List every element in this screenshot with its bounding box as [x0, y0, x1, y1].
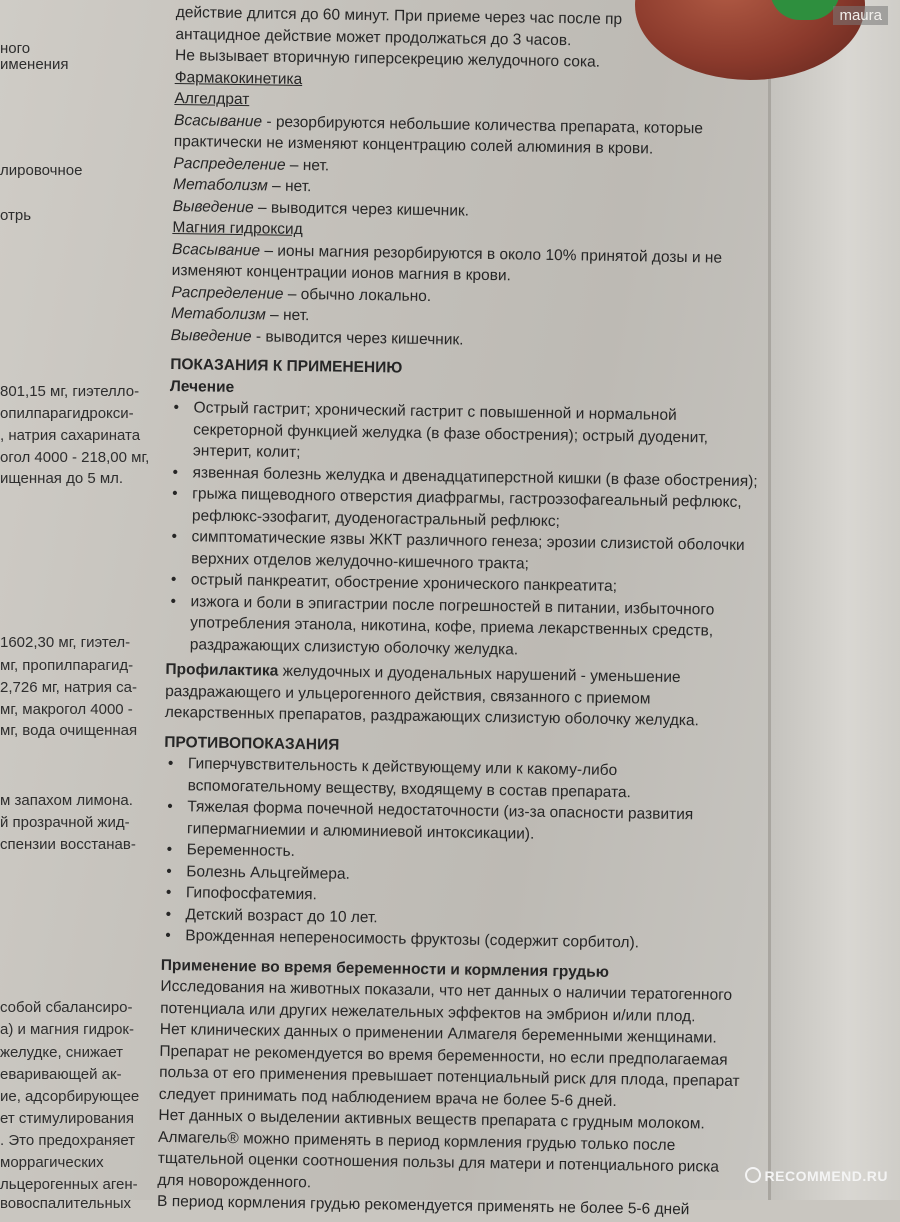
indication-item: • язвенная болезнь желудка и двенадцатиперстной кишки (в фазе обострения); [168, 461, 758, 492]
excretion-label: Выведение [172, 197, 254, 216]
contraindication-item: • Гипофосфатемия. [162, 882, 752, 913]
indication-item: • изжога и боли в эпигастрии после погрешностей в питании, избыточного употребления этанола, никотина, кофе, приема лекарственных средств, раздражающих слизистую оболочку желудка. [166, 590, 757, 664]
pharmacokinetics-heading: Фармакокинетика [174, 68, 303, 88]
prophylaxis-paragraph [165, 659, 756, 733]
left-line: ного [0, 40, 31, 57]
pregnancy-paragraph: Исследования на животных показали, что нет данных о наличии тератогенного потенциала или других нежелательных эффектов на эмбрион и/или плод. [160, 977, 733, 1025]
distribution-label: Распределение [173, 154, 286, 174]
left-line: а) и магния гидрок- [0, 1021, 134, 1038]
metabolism-text: – нет. [265, 306, 310, 325]
pregnancy-heading: Применение во время беременности и кормления грудью [160, 956, 610, 981]
left-line: отрь [0, 207, 32, 224]
left-line: мг, макрогол 4000 - [0, 701, 133, 718]
left-line: вовоспалительных [0, 1195, 132, 1212]
metabolism-text: – нет. [267, 177, 312, 196]
left-line: льцерогенных аген- [0, 1176, 138, 1193]
left-line: мг, пропилпарагид- [0, 657, 134, 674]
left-line: ие, адсорбирующее [0, 1088, 140, 1105]
metabolism-label: Метаболизм [172, 175, 268, 195]
distribution-text: – нет. [285, 156, 330, 174]
absorption-text: - резорбируются небольшие количества препарата, которые практически не изменяют концентрацию солей алюминия в крови. [173, 112, 704, 158]
left-line: моррагических [0, 1154, 104, 1171]
left-line: огол 4000 - 218,00 мг, [0, 449, 150, 466]
absorption-text: – ионы магния резорбируются в около 10% принятой дозы и не изменяют концентрации ионов магния в крови. [171, 241, 723, 285]
left-line: именения [0, 56, 69, 73]
watermark-username: maura [833, 6, 888, 25]
left-line: 1602,30 мг, гиэтел- [0, 634, 131, 651]
left-line: еваривающей ак- [0, 1066, 122, 1083]
contraindication-item: • Беременность. [162, 839, 752, 870]
recommend-logo-icon [745, 1167, 761, 1183]
left-line: ищенная до 5 мл. [0, 470, 124, 487]
left-line: ет стимулирования [0, 1110, 135, 1127]
left-line: м запахом лимона. [0, 792, 133, 809]
contraindication-item: • Гиперчувствительность к действующему или к какому-либо вспомогательному веществу, входящему в состав препарата. [163, 753, 754, 805]
metabolism-label: Метаболизм [170, 304, 266, 324]
text-line: Не вызывает вторичную гиперсекрецию желудочного сока. [174, 46, 601, 71]
treatment-subheading: Лечение [169, 377, 235, 396]
left-line: 2,726 мг, натрия са- [0, 679, 138, 696]
contraindication-item: • Детский возраст до 10 лет. [161, 903, 751, 934]
left-line: собой сбалансиро- [0, 999, 133, 1016]
text-line: действие длится до 60 минут. При приеме через час после пр [175, 3, 623, 29]
left-text-column [0, 0, 160, 1212]
excretion-label: Выведение [170, 326, 252, 345]
text-line: антацидное действие может продолжаться до 3 часов. [175, 25, 572, 49]
left-line: . Это предохраняет [0, 1132, 136, 1149]
left-line: й прозрачной жид- [0, 814, 130, 831]
absorption-label: Всасывание [173, 111, 263, 130]
left-line: желудке, снижает [0, 1044, 124, 1061]
indication-item: • острый панкреатит, обострение хронического панкреатита; [167, 569, 757, 600]
right-paper-edge [770, 0, 900, 1200]
left-line: мг, вода очищенная [0, 722, 138, 739]
pregnancy-paragraph: Нет данных о выделении активных веществ препарата с грудным молоком. Алмагель® можно применять в период кормления грудью только после тщательной оценки соотношения пользы для матери и потенциального риска для новорожденного. [157, 1106, 720, 1191]
contraindication-item: • Тяжелая форма почечной недостаточности (из-за опасности развития гипермагниемии и алюминиевой интоксикации). [163, 796, 754, 848]
watermark-site [745, 1167, 888, 1184]
prophylaxis-label: Профилактика [165, 660, 279, 680]
magnesium-hydroxide-subheading: Магния гидроксид [172, 218, 303, 239]
pregnancy-paragraph: Нет клинических данных о применении Алмагеля беременными женщинами. Препарат не рекомендуется во время беременности, но если предполагаемая польза от его применения превышает потенциальный риск для плода, препарат следует принимать под наблюдением врача не более 5-6 дней. [158, 1020, 740, 1110]
excretion-text: – выводится через кишечник. [253, 198, 470, 220]
distribution-label: Распределение [171, 283, 284, 303]
absorption-label: Всасывание [171, 240, 261, 259]
contraindication-item: • Болезнь Альцгеймера. [162, 860, 752, 891]
contraindications-heading: ПРОТИВОПОКАЗАНИЯ [164, 733, 340, 754]
left-line: , натрия сахарината [0, 427, 141, 444]
excretion-text: - выводится через кишечник. [251, 327, 464, 349]
indications-heading: ПОКАЗАНИЯ К ПРИМЕНЕНИЮ [170, 355, 403, 377]
left-line: спензии восстанав- [0, 836, 136, 853]
prophylaxis-text: желудочных и дуоденальных нарушений - уменьшение раздражающего и ульцерогенного действия, связанного с приемом лекарственных препаратов, раздражающих слизистую оболочку желудка. [164, 662, 700, 730]
distribution-text: – обычно локально. [283, 285, 432, 305]
indication-item: • симптоматические язвы ЖКТ различного генеза; эрозии слизистой оболочки верхних отделов желудочно-кишечного тракта; [167, 526, 758, 578]
watermark-site-text: RECOMMEND.RU [764, 1168, 888, 1184]
leaflet-main-column [157, 0, 766, 1222]
indication-item: • грыжа пищеводного отверстия диафрагмы, гастроэзофагеальный рефлюкс, рефлюкс-эзофагит, дуоденогастральный рефлюкс; [168, 483, 759, 535]
contraindication-item: • Врожденная непереносимость фруктозы (содержит сорбитол). [161, 925, 751, 956]
paper-fold-line [768, 0, 771, 1200]
pregnancy-paragraph: В период кормления грудью рекомендуется применять не более 5-6 дней [156, 1192, 690, 1219]
left-line: 801,15 мг, гиэтелло- [0, 383, 140, 400]
left-line: лировочное [0, 162, 83, 179]
indication-item: • Острый гастрит; хронический гастрит с повышенной и нормальной секреторной функцией желудка (в фазе обострения); острый дуоденит, энтерит, колит; [169, 397, 760, 471]
left-line: опилпарагидрокси- [0, 405, 134, 422]
algeldrate-subheading: Алгелдрат [174, 89, 250, 109]
